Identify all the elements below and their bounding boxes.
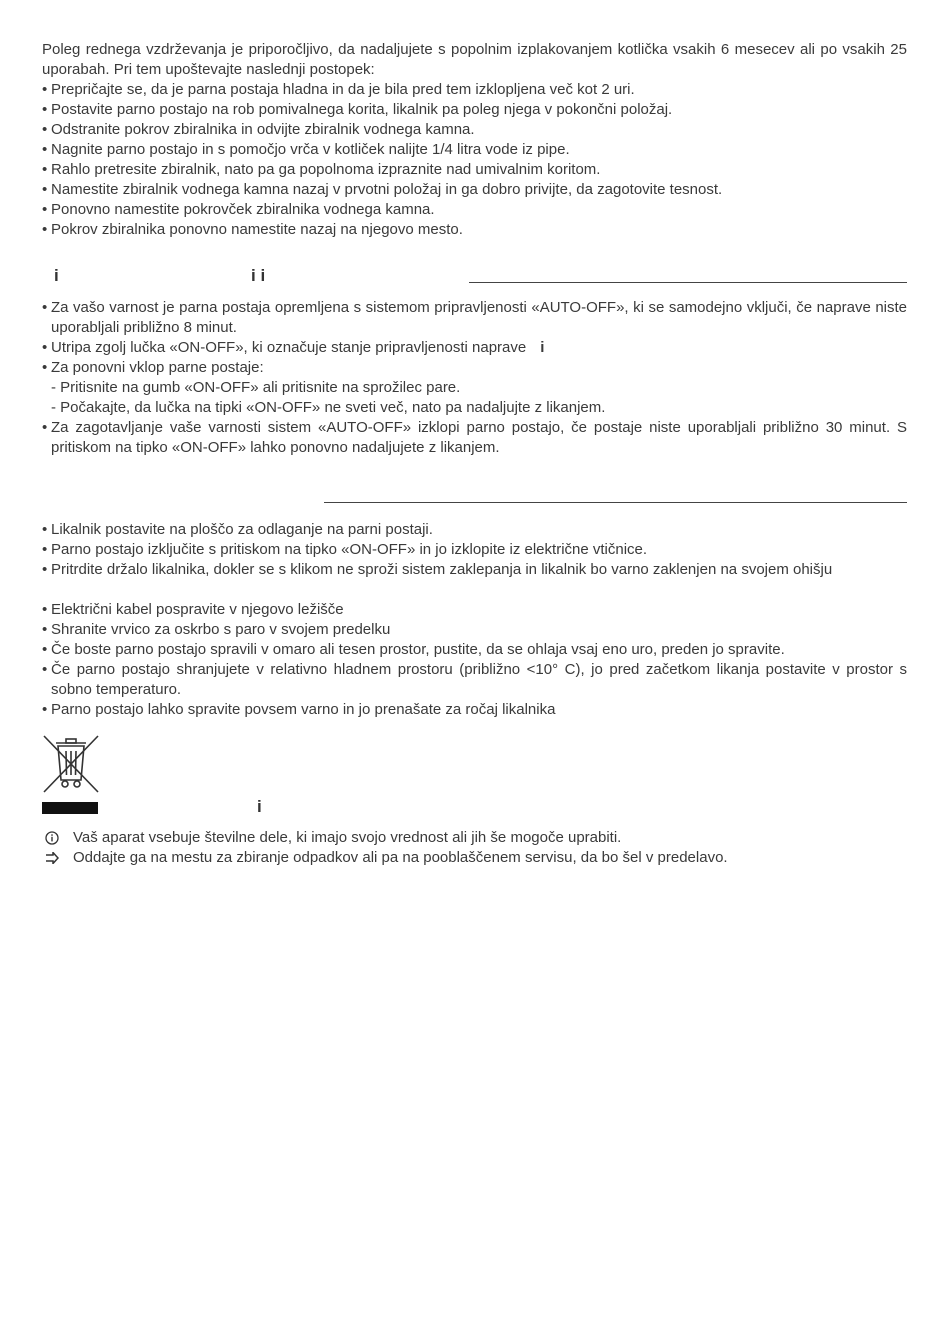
list-item: • Shranite vrvico za oskrbo s paro v svojem predelku [42, 621, 391, 638]
maintenance-list [42, 80, 907, 240]
storage-list-a [42, 520, 907, 580]
weee-block [42, 734, 907, 816]
list-item: • Če parno postajo shranjujete v relativno hladnem prostoru (približno <10° C), jo pred začetkom likanja postavite v prostor s sobno temperaturo. [42, 661, 907, 698]
list-item: • Namestite zbiralnik vodnega kamna nazaj v prvotni položaj in ga dobro privijte, da zagotovite tesnost. [42, 181, 723, 198]
sub-item: - Pritisnite na gumb «ON-OFF» ali pritisnite na sprožilec pare. [51, 379, 461, 396]
list-item: • Za vašo varnost je parna postaja opremljena s sistemom pripravljenosti «AUTO-OFF», ki se samodejno vključi, če naprave niste uporabljali približno 8 minut. [42, 299, 907, 336]
autooff-heading [42, 266, 907, 286]
heading-fragment: i i [251, 266, 266, 285]
list-item: • Parno postajo lahko spravite povsem varno in jo prenašate za ročaj likalnika [42, 701, 556, 718]
manual-page [42, 40, 907, 868]
heading-fragment: i [257, 797, 262, 816]
list-item: • Nagnite parno postajo in s pomočjo vrča v kotliček nalijte 1/4 litra vode iz pipe. [42, 141, 570, 158]
storage-list-b [42, 600, 907, 720]
list-item: • Odstranite pokrov zbiralnika in odvijte zbiralnik vodnega kamna. [42, 121, 475, 138]
storage-heading [42, 484, 907, 504]
note-line: Oddajte ga na mestu za zbiranje odpadkov ali pa na pooblaščenem servisu, da bo šel v predelavo. [42, 848, 907, 868]
list-item: • Parno postajo izključite s pritiskom na tipko «ON-OFF» in jo izklopite iz električne vtičnice. [42, 541, 648, 558]
list-item: • Za zagotavljanje vaše varnosti sistem «AUTO-OFF» izklopi parno postajo, če postaje niste uporabljali približno 30 minut. S pritiskom na tipko «ON-OFF» lahko ponovno nadaljujete z likanjem. [42, 419, 907, 456]
section-rule [469, 282, 907, 283]
list-item: • Ponovno namestite pokrovček zbiralnika vodnega kamna. [42, 201, 435, 218]
sub-item: - Počakajte, da lučka na tipki «ON-OFF» ne sveti več, nato pa nadaljujte z likanjem. [51, 399, 606, 416]
list-item: • Rahlo pretresite zbiralnik, nato pa ga popolnoma izpraznite nad umivalnim koritom. [42, 161, 601, 178]
list-item: • Za ponovni vklop parne postaje: [42, 359, 264, 376]
autooff-list [42, 298, 907, 458]
list-item: • Pritrdite držalo likalnika, dokler se s klikom ne sproži sistem zaklepanja in likalnik bo varno zaklenjen na svojem ohišju [42, 561, 833, 578]
list-item: • Likalnik postavite na ploščo za odlaganje na parni postaji. [42, 521, 433, 538]
section-rule [324, 502, 907, 503]
maintenance-intro: Poleg rednega vzdrževanja je priporočljivo, da nadaljujete s popolnim izplakovanjem kotlička vsakih 6 mesecev ali po vsakih 25 uporabah. Pri tem upoštevajte naslednji postopek: [42, 41, 907, 78]
inline-mark: i [540, 339, 545, 356]
environment-notes [42, 828, 907, 868]
list-item: • Električni kabel pospravite v njegovo ležišče [42, 601, 344, 618]
crossed-bin-icon [42, 734, 100, 794]
list-item: • Če boste parno postajo spravili v omaro ali tesen prostor, pustite, da se ohlaja vsaj eno uro, preden jo spravite. [42, 641, 785, 658]
heading-fragment: i [54, 266, 59, 285]
weee-bar [42, 802, 98, 814]
list-item: • Utripa zgolj lučka «ON-OFF», ki označuje stanje pripravljenosti naprave i [42, 339, 545, 356]
list-item: • Prepričajte se, da je parna postaja hladna in da je bila pred tem izklopljena več kot 2 uri. [42, 81, 635, 98]
list-item: • Postavite parno postajo na rob pomivalnega korita, likalnik pa poleg njega v pokončni položaj. [42, 101, 673, 118]
note-line: Vaš aparat vsebuje številne dele, ki imajo svojo vrednost ali jih še mogoče uprabiti. [42, 828, 907, 848]
list-item: • Pokrov zbiralnika ponovno namestite nazaj na njegovo mesto. [42, 221, 463, 238]
arrow-right-icon [42, 848, 62, 870]
